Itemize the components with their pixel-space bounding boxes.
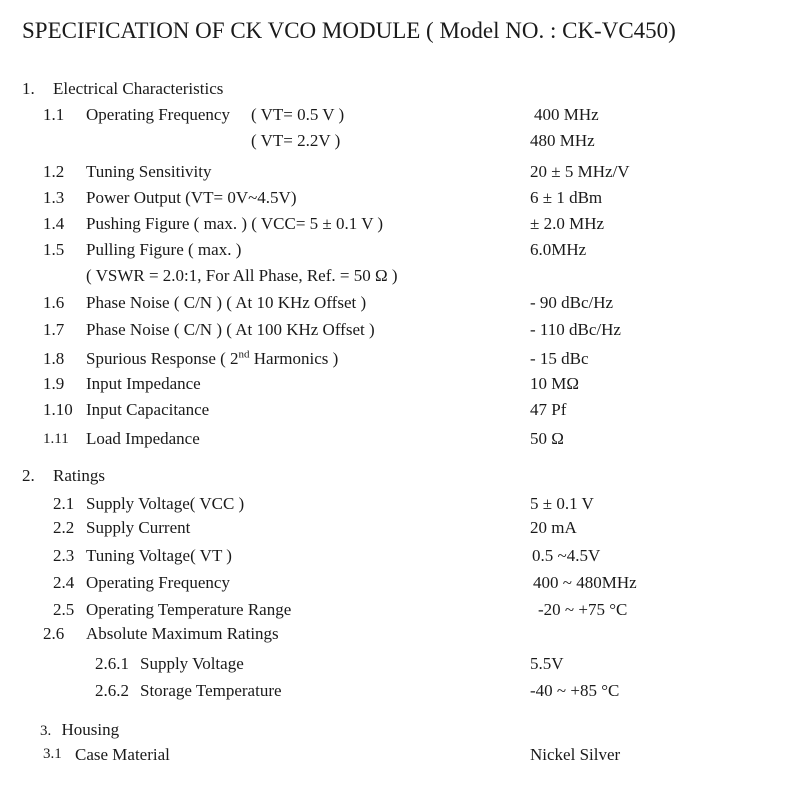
spec-row-absolute-max [0, 624, 800, 646]
item-label: Supply Current [86, 518, 191, 537]
item-condition: ( VT= 0.5 V ) [251, 105, 345, 124]
item-label: Input Impedance [86, 374, 201, 393]
spec-row-input-impedance [0, 374, 800, 396]
item-label: Pulling Figure ( max. ) [86, 240, 242, 259]
item-number: 3.1 [43, 746, 62, 762]
item-value: 20 mA [530, 518, 577, 537]
spec-row-operating-temperature [0, 600, 800, 622]
section-electrical-heading [22, 79, 223, 99]
item-value: Nickel Silver [530, 745, 621, 764]
item-label: Supply Voltage [140, 654, 244, 673]
item-number: 1.9 [43, 374, 65, 393]
item-value: 400 ~ 480MHz [533, 573, 637, 592]
item-condition: ( VSWR = 2.0:1, For All Phase, Ref. = 50 Ω ) [86, 266, 398, 285]
spec-row-supply-current [0, 518, 800, 540]
item-label: Operating Frequency [86, 573, 230, 592]
item-label: Phase Noise ( C/N ) ( At 10 KHz Offset ) [86, 293, 367, 312]
spec-row-pulling-condition [0, 266, 800, 288]
spec-row-phase-noise-100k [0, 320, 800, 342]
item-number: 2.5 [53, 600, 75, 619]
spec-row-spurious-response [0, 349, 800, 371]
section-number: 2. [22, 466, 35, 485]
item-number: 2.4 [53, 573, 75, 592]
item-number: 1.5 [43, 240, 65, 259]
item-label: Phase Noise ( C/N ) ( At 100 KHz Offset ) [86, 320, 375, 339]
spec-row-case-material [0, 745, 800, 767]
item-value: 6 ± 1 dBm [530, 188, 603, 207]
spec-row-abs-supply-voltage [0, 654, 800, 676]
item-value: - 90 dBc/Hz [530, 293, 614, 312]
item-value: 20 ± 5 MHz/V [530, 162, 630, 181]
spec-row-pushing-figure [0, 214, 800, 236]
item-label: Input Capacitance [86, 400, 210, 419]
item-value: 10 MΩ [530, 374, 579, 393]
item-number: 2.1 [53, 494, 75, 513]
spec-row-tuning-sensitivity [0, 162, 800, 184]
section-number: 3. [40, 723, 52, 739]
item-number: 2.6.1 [95, 654, 129, 673]
document-title: SPECIFICATION OF CK VCO MODULE ( Model NO. : CK-VC450) [22, 18, 676, 43]
item-number: 2.6 [43, 624, 65, 643]
spec-row-operating-frequency [0, 105, 800, 127]
section-label: Housing [61, 720, 120, 739]
item-value: - 15 dBc [530, 349, 589, 368]
item-number: 2.2 [53, 518, 75, 537]
item-label: Tuning Sensitivity [86, 162, 212, 181]
item-value: 480 MHz [530, 131, 595, 150]
item-value: 0.5 ~4.5V [532, 546, 601, 565]
item-value: 6.0MHz [530, 240, 587, 259]
spec-row-supply-voltage [0, 494, 800, 516]
item-number: 1.10 [43, 400, 73, 419]
item-label [86, 349, 338, 369]
item-number: 2.6.2 [95, 681, 129, 700]
item-value: ± 2.0 MHz [530, 214, 605, 233]
item-number: 1.7 [43, 320, 65, 339]
section-ratings-heading [22, 466, 105, 486]
item-value: 400 MHz [534, 105, 599, 124]
spec-row-operating-frequency-2 [0, 131, 800, 153]
item-number: 1.8 [43, 349, 65, 368]
item-label: Case Material [75, 745, 170, 764]
spec-row-pulling-figure [0, 240, 800, 262]
item-label: Load Impedance [86, 429, 200, 448]
spec-row-operating-frequency-rating [0, 573, 800, 595]
item-condition: ( VT= 2.2V ) [251, 131, 341, 150]
item-number: 1.4 [43, 214, 65, 233]
section-number: 1. [22, 79, 35, 98]
item-label: Operating Temperature Range [86, 600, 292, 619]
spec-row-tuning-voltage [0, 546, 800, 568]
superscript: nd [238, 348, 250, 361]
spec-row-storage-temperature [0, 681, 800, 703]
spec-row-input-capacitance [0, 400, 800, 422]
item-label: Pushing Figure ( max. ) ( VCC= 5 ± 0.1 V ) [86, 214, 384, 233]
section-label: Electrical Characteristics [53, 79, 224, 98]
item-number: 1.6 [43, 293, 65, 312]
item-value: - 110 dBc/Hz [530, 320, 621, 339]
item-value: -40 ~ +85 °C [530, 681, 620, 700]
spec-row-load-impedance [0, 429, 800, 451]
item-number: 1.3 [43, 188, 65, 207]
label-text: Spurious Response ( 2 [86, 349, 239, 368]
item-number: 1.11 [43, 431, 69, 447]
item-value: 5.5V [530, 654, 564, 673]
item-label: Operating Frequency [86, 105, 230, 124]
item-number: 1.2 [43, 162, 65, 181]
item-label: Absolute Maximum Ratings [86, 624, 279, 643]
item-value: 47 Pf [530, 400, 567, 419]
item-value: 50 Ω [530, 429, 564, 448]
item-number: 2.3 [53, 546, 75, 565]
item-label: Supply Voltage( VCC ) [86, 494, 245, 513]
spec-row-power-output [0, 188, 800, 210]
item-number: 1.1 [43, 105, 65, 124]
item-value: 5 ± 0.1 V [530, 494, 594, 513]
section-label: Ratings [53, 466, 105, 485]
spec-row-phase-noise-10k [0, 293, 800, 315]
item-value: -20 ~ +75 °C [538, 600, 628, 619]
item-label: Power Output (VT= 0V~4.5V) [86, 188, 297, 207]
item-label: Storage Temperature [140, 681, 282, 700]
label-text: Harmonics ) [249, 349, 339, 368]
item-label: Tuning Voltage( VT ) [86, 546, 232, 565]
section-housing-heading [40, 720, 119, 740]
